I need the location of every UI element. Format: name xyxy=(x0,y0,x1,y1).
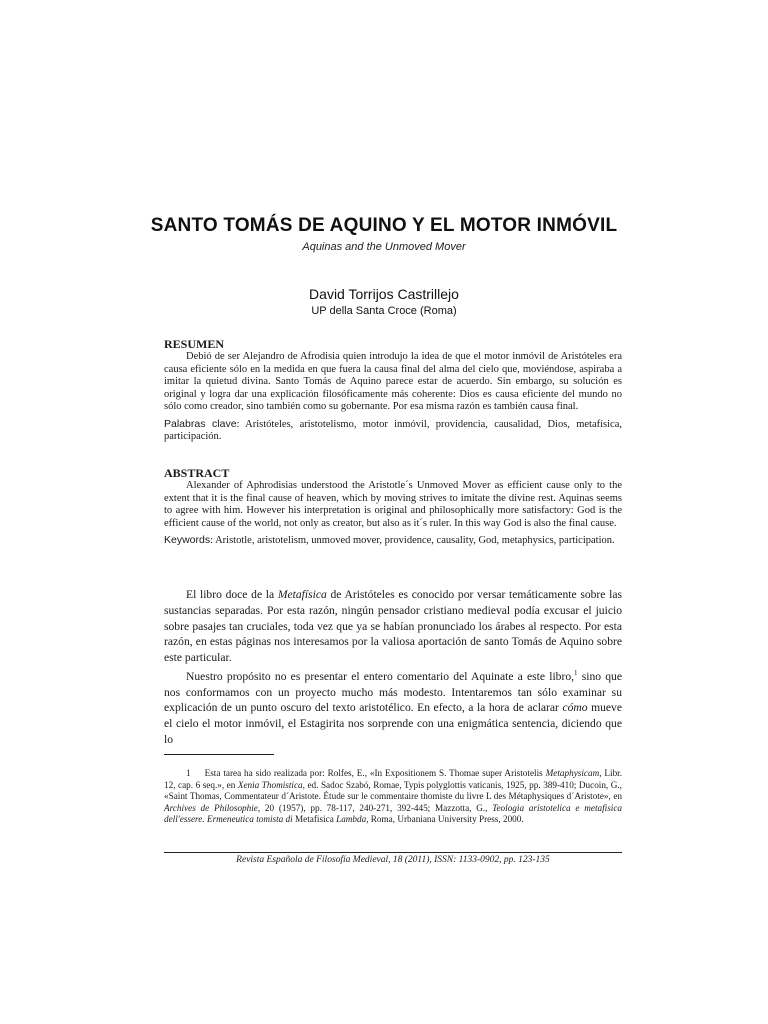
paper-title: SANTO TOMÁS DE AQUINO Y EL MOTOR INMÓVIL xyxy=(150,215,618,236)
body-paragraph-2 xyxy=(164,666,622,748)
body-text xyxy=(164,587,622,748)
body-p2-text-cont: sino que nos conformamos con un proyecto mucho más modesto. Intentaremos tan sólo examinar su explicación de un punto oscuro del texto aristotélico. En efecto, a la hora de aclarar xyxy=(164,669,622,715)
footnote-text: Esta tarea ha sido realizada por: Rolfes, E., «In Expositionem S. Thomae super Aristotelis xyxy=(204,768,546,778)
footnote-ref[interactable]: 1 xyxy=(574,668,578,677)
resumen-keywords-list: : Aristóteles, aristotelismo, motor inmóvil, providencia, causalidad, Dios, metafísica, participación. xyxy=(164,418,622,442)
body-p1-text: El libro doce de la xyxy=(186,588,278,601)
body-p2-italic: cómo xyxy=(562,701,588,715)
resumen-keywords-label: Palabras clave xyxy=(164,417,237,430)
paper-subtitle: Aquinas and the Unmoved Mover xyxy=(302,241,466,253)
body-p2-text: Nuestro propósito no es presentar el entero comentario del Aquinate a este libro, xyxy=(186,669,575,683)
body-p2-text-end: mueve el cielo el motor inmóvil, el Estagirita nos sorprende con una enigmática sentencia, diciendo que lo xyxy=(164,701,622,747)
author-name: David Torrijos Castrillejo xyxy=(309,286,459,302)
resumen-text: Debió de ser Alejandro de Afrodisia quien introdujo la idea de que el motor inmóvil de Aristóteles era causa eficiente sólo en la medida en que fuera la causa final del alma del cielo que, moviéndose, aspiraba a imitar la quietud divina. Santo Tomás de Aquino parece estar de acuerdo. Sin embargo, su solución es original y logra dar una explicación filosóficamente más coherente: Dios es causa eficiente del mundo no sólo como creador, sino también como su gobernante. Por esa misma razón es también causa final. xyxy=(164,351,622,412)
resumen-section xyxy=(164,337,622,444)
footnote-italic: Lambda xyxy=(336,814,367,825)
body-p1-italic: Metafísica xyxy=(277,588,327,601)
footnote-text: Metafisica xyxy=(292,814,337,825)
abstract-section xyxy=(164,466,622,548)
footnote-text: , ed. Sadoc Szabó, Romae, Typis polyglottis vaticanis, 1925, pp. 389-410; Ducoin, G., «Saint Thomas, Commentateur d´Aristote. Étude sur le commentaire thomiste du livre L des Métaphysiques d´Aristote», en xyxy=(164,779,622,802)
footnote-number: 1 xyxy=(186,768,191,778)
footnote-italic: Metaphysicam xyxy=(545,768,600,778)
footnote-text: , 20 (1957), pp. 78-117, 240-271, 392-445; Mazzotta, G., xyxy=(257,802,493,813)
abstract-heading: ABSTRACT xyxy=(164,466,230,480)
resumen-heading: RESUMEN xyxy=(164,337,225,351)
footnote-text: , Libr. 12, cap. 6 seq.», en xyxy=(164,768,623,790)
footnote-italic: Archives de Philosophie xyxy=(164,802,258,813)
footnote-italic: Xenia Thomistica xyxy=(237,779,303,790)
footnote-italic: Teologia aristotelica e metafisica dell'essere. Ermeneutica tomista di xyxy=(164,802,622,825)
footnote-text: , Roma, Urbaniana University Press, 2000. xyxy=(366,814,524,825)
footnote-1 xyxy=(164,768,622,826)
footnote-rule xyxy=(164,754,274,755)
abstract-keywords-list: : Aristotle, aristotelism, unmoved mover, providence, causality, God, metaphysics, participation. xyxy=(210,535,615,546)
resumen-keywords xyxy=(164,418,622,444)
journal-citation: Revista Española de Filosofía Medieval, 18 (2011), ISSN: 1133-0902, pp. 123-135 xyxy=(236,855,550,865)
footer-rule xyxy=(164,852,622,853)
body-paragraph-1 xyxy=(164,587,622,666)
body-p1-text-cont: de Aristóteles es conocido por versar temáticamente sobre las sustancias separadas. Por esta razón, ningún pensador cristiano medieval podía excusar el juicio sobre pasajes tan cruciales, toda vez que ya se habían pronunciado los árabes al respecto. Por esta razón, en estas páginas nos interesamos por la valiosa aportación de santo Tomás de Aquino sobre este particular. xyxy=(164,588,622,665)
abstract-keywords-label: Keywords xyxy=(164,534,211,546)
abstract-text: Alexander of Aphrodisias understood the Aristotle´s Unmoved Mover as efficient cause only to the extent that it is the final cause of heaven, which by moving strives to imitate the divine rest. Aquinas seems to agree with him. However his interpretation is original and philosophically more satisfactory: God is the efficient cause of the world, not only as creator, but also as it´s ruler. In this way God is also the final cause. xyxy=(164,480,622,529)
abstract-keywords xyxy=(164,534,622,548)
author-affiliation: UP della Santa Croce (Roma) xyxy=(311,305,457,317)
